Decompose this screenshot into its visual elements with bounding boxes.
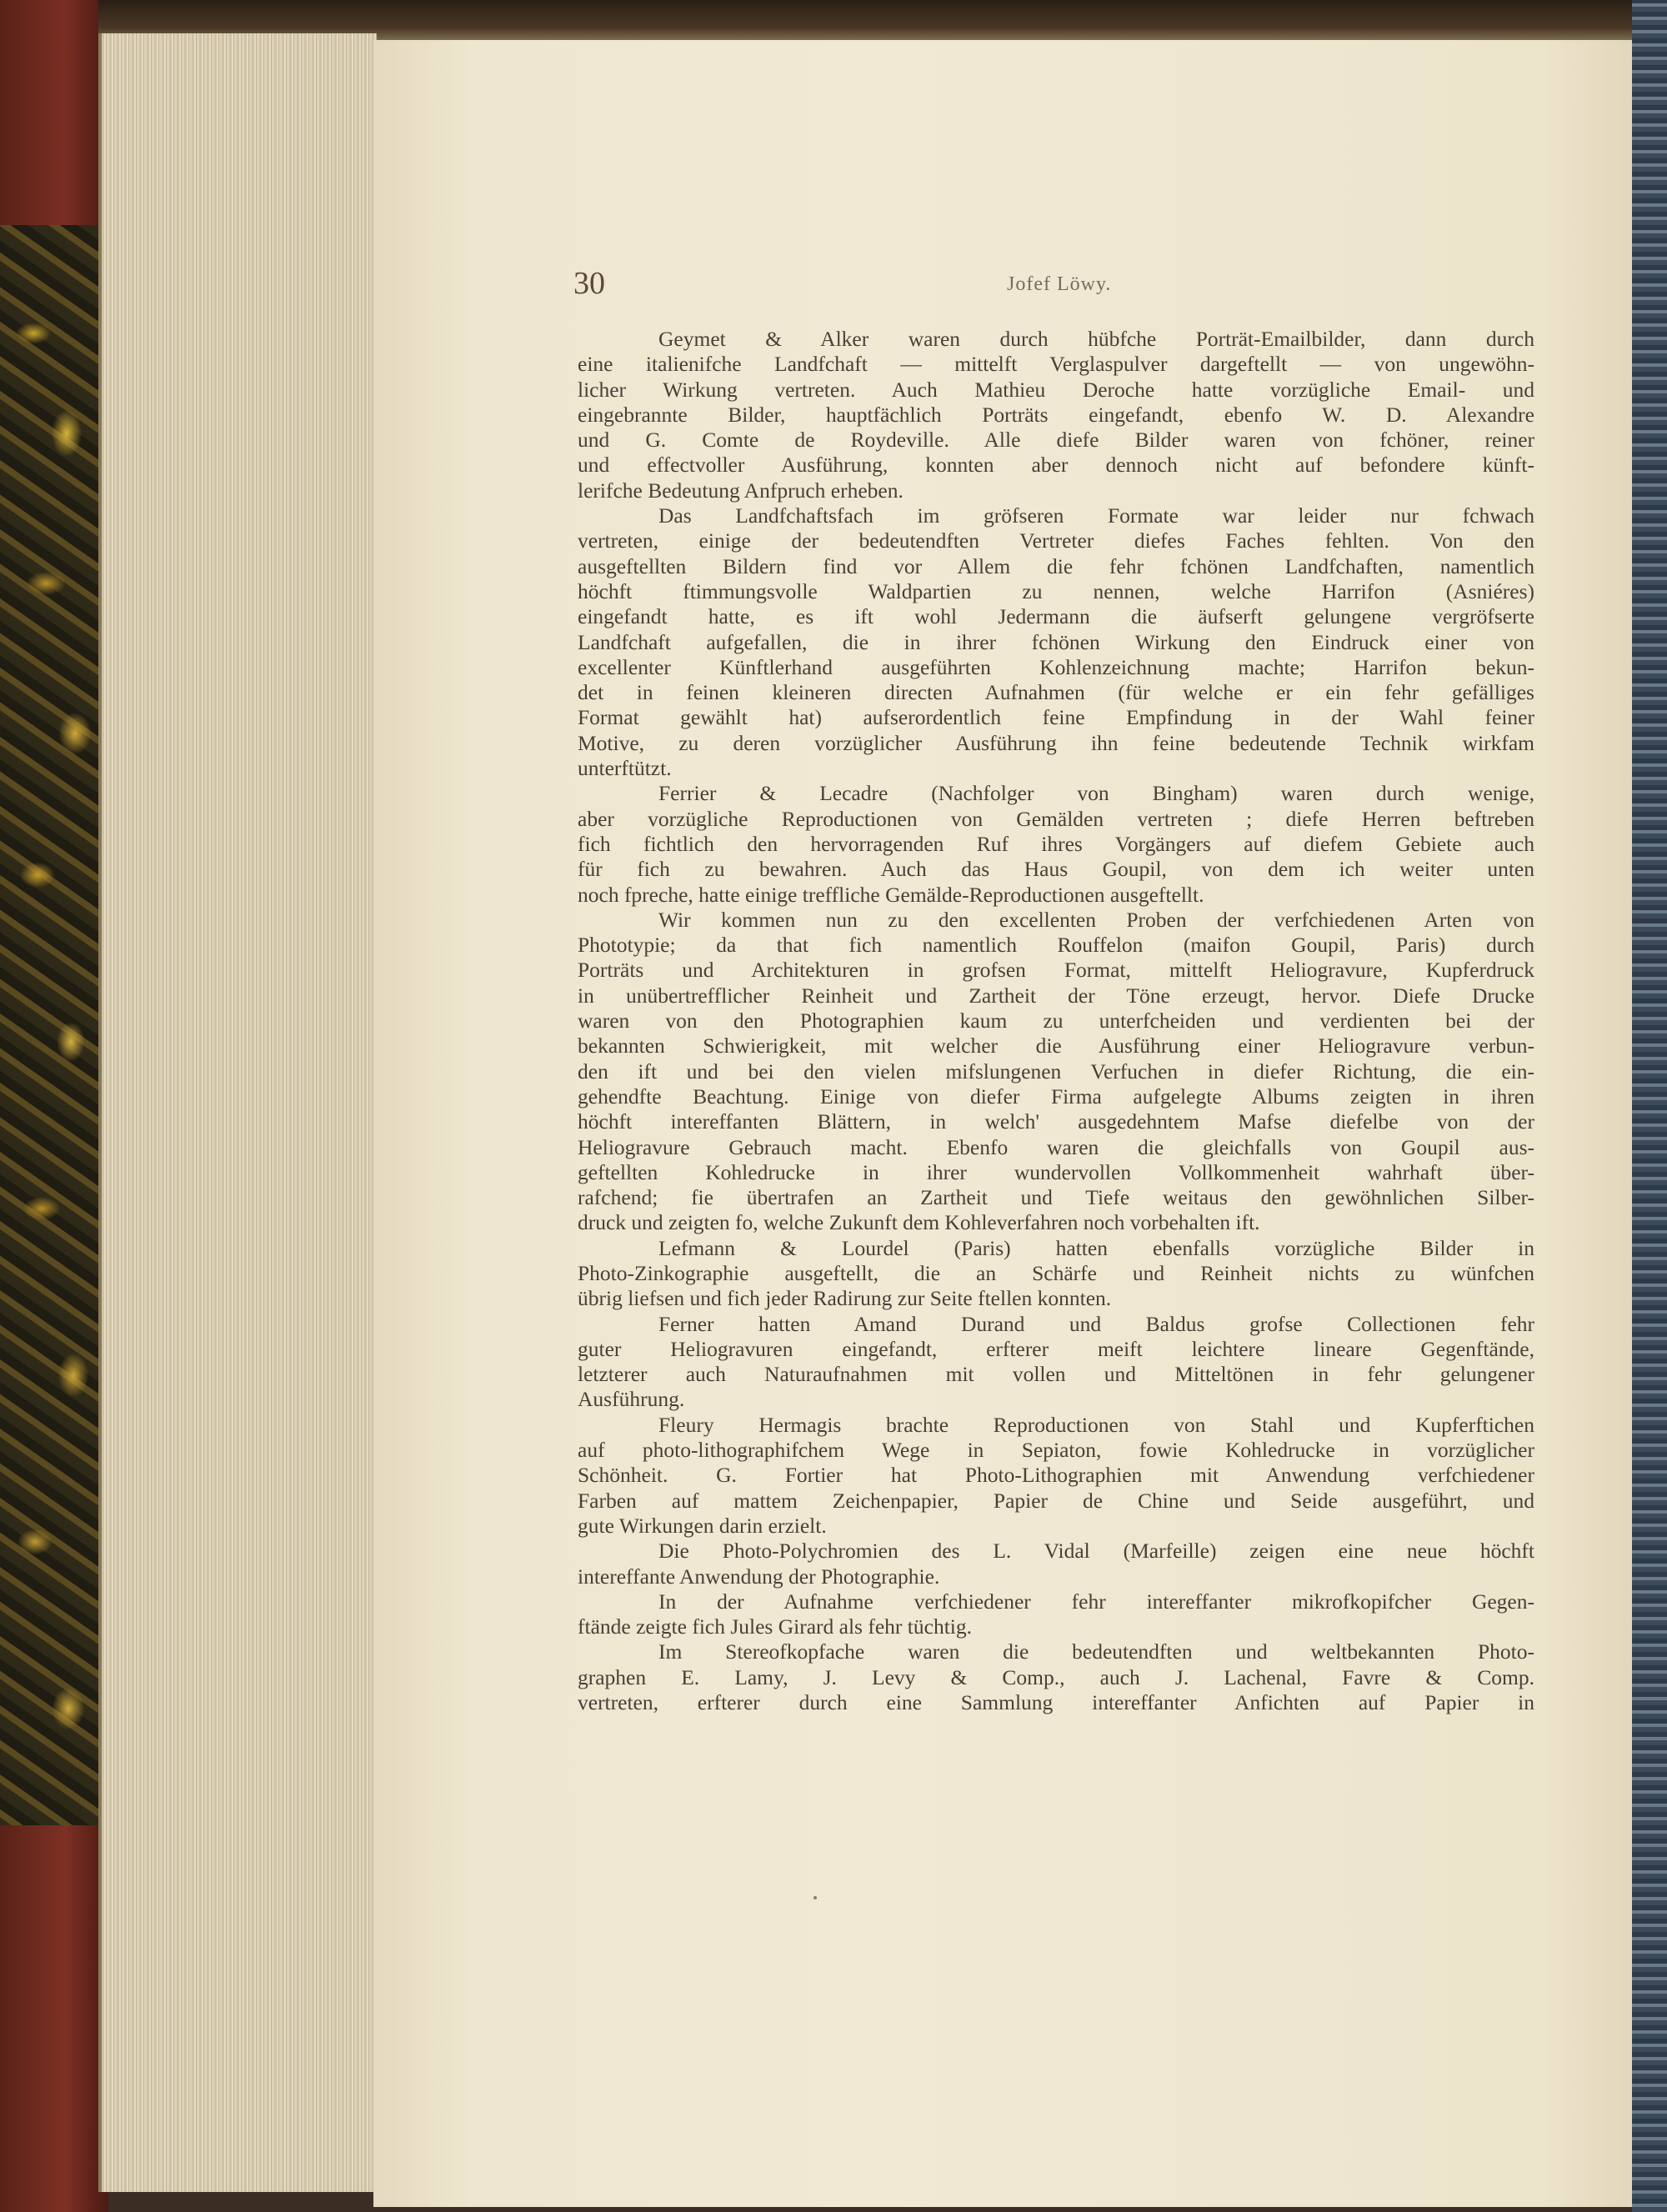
text-line: Lefmann & Lourdel (Paris) hatten ebenfalls vorzügliche Bilder in (658, 1235, 1534, 1260)
text-line: guter Heliogravuren eingefandt, erfterer meift leichtere lineare Gegenftände, (578, 1336, 1534, 1361)
running-head: Jofef Löwy. (1007, 273, 1112, 295)
text-line: licher Wirkung vertreten. Auch Mathieu Deroche hatte vorzügliche Email- und (578, 377, 1534, 402)
ink-speck (813, 1896, 817, 1899)
text-line: Ausführung. (578, 1387, 685, 1412)
text-line: gute Wirkungen darin erzielt. (578, 1513, 827, 1538)
text-line: den ift und bei den vielen mifslungenen Verfuchen in diefer Richtung, die ein- (578, 1058, 1534, 1083)
adjacent-volume-spine (1632, 0, 1667, 2212)
text-line: eine italienifche Landfchaft — mittelft Verglaspulver dargeftellt — von ungewöhn- (578, 352, 1534, 377)
text-line: Die Photo-Polychromien des L. Vidal (Marfeille) zeigen eine neue höchft (658, 1539, 1534, 1564)
text-line: Heliogravure Gebrauch macht. Ebenfo waren die gleichfalls von Goupil aus- (578, 1134, 1534, 1159)
text-line: höchft intereffanten Blättern, in welch' ausgedehntem Mafse diefelbe von der (578, 1109, 1534, 1134)
text-line: fich fichtlich den hervorragenden Ruf ihres Vorgängers auf diefem Gebiete auch (578, 831, 1534, 856)
text-line: Motive, zu deren vorzüglicher Ausführung ihn feine bedeutende Technik wirkfam (578, 730, 1534, 755)
text-line: Wir kommen nun zu den excellenten Proben der verfchiedenen Arten von (658, 907, 1534, 932)
page-number: 30 (573, 266, 605, 301)
leather-spine-top (0, 0, 108, 225)
text-line: In der Aufnahme verfchiedener fehr intereffanter mikrofkopifcher Gegen- (658, 1589, 1534, 1614)
text-line: geftellten Kohledrucke in ihrer wundervollen Vollkommenheit wahrhaft über- (578, 1159, 1534, 1184)
text-line: Porträts und Architekturen in grofsen Format, mittelft Heliogravure, Kupferdruck (578, 958, 1534, 983)
text-line: ftände zeigte fich Jules Girard als fehr tüchtig. (578, 1614, 972, 1639)
text-line: Ferner hatten Amand Durand und Baldus grofse Collectionen fehr (658, 1311, 1534, 1336)
text-line: in unübertrefflicher Reinheit und Zartheit der Töne erzeugt, hervor. Diefe Drucke (578, 983, 1534, 1008)
text-line: letzterer auch Naturaufnahmen mit vollen und Mitteltönen in fehr gelungener (578, 1362, 1534, 1387)
text-line: Das Landfchaftsfach im gröfseren Formate war leider nur fchwach (658, 503, 1534, 528)
text-line: Landfchaft aufgefallen, die in ihrer fchönen Wirkung den Eindruck einer von (578, 629, 1534, 654)
text-line: Photo-Zinkographie ausgeftellt, die an Schärfe und Reinheit nichts zu wünfchen (578, 1260, 1534, 1285)
text-line: höchft ftimmungsvolle Waldpartien zu nennen, welche Harrifon (Asniéres) (578, 578, 1534, 603)
text-line: gehendfte Beachtung. Einige von diefer Firma aufgelegte Albums zeigten in ihren (578, 1083, 1534, 1109)
text-line: unterftützt. (578, 756, 672, 781)
page-header (573, 265, 1532, 307)
text-line: Ferrier & Lecadre (Nachfolger von Bingham) waren durch wenige, (658, 781, 1534, 806)
text-line: übrig liefsen und fich jeder Radirung zur Seite ftellen konnten. (578, 1286, 1112, 1311)
text-line: Im Stereofkopfache waren die bedeutendften und weltbekannten Photo- (658, 1639, 1534, 1664)
text-line: Phototypie; da that fich namentlich Rouffelon (maifon Goupil, Paris) durch (578, 933, 1534, 958)
text-line: noch fpreche, hatte einige treffliche Gemälde-Reproductionen ausgeftellt. (578, 882, 1204, 907)
text-line: und effectvoller Ausführung, konnten aber dennoch nicht auf befondere künft- (578, 453, 1534, 478)
text-line: und G. Comte de Roydeville. Alle diefe Bilder waren von fchöner, reiner (578, 428, 1534, 453)
text-line: Schönheit. G. Fortier hat Photo-Lithographien mit Anwendung verfchiedener (578, 1463, 1534, 1488)
text-line: Farben auf mattem Zeichenpapier, Papier de Chine und Seide ausgeführt, und (578, 1488, 1534, 1513)
text-line: auf photo-lithographifchem Wege in Sepiaton, fowie Kohledrucke in vorzüglicher (578, 1438, 1534, 1463)
text-line: für fich zu bewahren. Auch das Haus Goupil, von dem ich weiter unten (578, 857, 1534, 882)
page-edges (98, 33, 377, 2192)
text-line: graphen E. Lamy, J. Levy & Comp., auch J. Lachenal, Favre & Comp. (578, 1664, 1534, 1689)
text-line: lerifche Bedeutung Anfpruch erheben. (578, 478, 904, 503)
text-line: Geymet & Alker waren durch hübfche Porträt-Emailbilder, dann durch (658, 327, 1534, 351)
text-line: eingefandt hatte, es ift wohl Jedermann die äufserft gelungene vergröfserte (578, 604, 1534, 629)
text-line: intereffante Anwendung der Photographie. (578, 1564, 940, 1589)
text-line: vertreten, erfterer durch eine Sammlung intereffanter Anfichten auf Papier in (578, 1690, 1534, 1715)
text-line: det in feinen kleineren directen Aufnahmen (für welche er ein fehr gefälliges (578, 680, 1534, 705)
text-line: excellenter Künftlerhand ausgeführten Kohlenzeichnung machte; Harrifon bekun- (578, 654, 1534, 679)
text-line: ausgeftellten Bildern find vor Allem die fehr fchönen Landfchaften, namentlich (578, 553, 1534, 578)
text-line: Fleury Hermagis brachte Reproductionen von Stahl und Kupferftichen (658, 1412, 1534, 1437)
text-line: vertreten, einige der bedeutendften Vertreter diefes Faches fehlten. Von den (578, 528, 1534, 553)
text-line: rafchend; fie übertrafen an Zartheit und Tiefe weitaus den gewöhnlichen Silber- (578, 1185, 1534, 1210)
leather-spine-bottom (0, 1825, 108, 2212)
text-line: eingebrannte Bilder, hauptfächlich Porträts eingefandt, ebenfo W. D. Alexandre (578, 402, 1534, 427)
text-line: druck und zeigten fo, welche Zukunft dem Kohleverfahren noch vorbehalten ift. (578, 1210, 1260, 1235)
text-line: Format gewählt hat) aufserordentlich feine Empfindung in der Wahl feiner (578, 705, 1534, 730)
text-line: waren von den Photographien kaum zu unterfcheiden und verdienten bei der (578, 1008, 1534, 1033)
body-text (578, 327, 1534, 1715)
text-line: aber vorzügliche Reproductionen von Gemälden vertreten ; diefe Herren beftreben (578, 806, 1534, 831)
text-line: bekannten Schwierigkeit, mit welcher die Ausführung einer Heliogravure verbun- (578, 1033, 1534, 1058)
